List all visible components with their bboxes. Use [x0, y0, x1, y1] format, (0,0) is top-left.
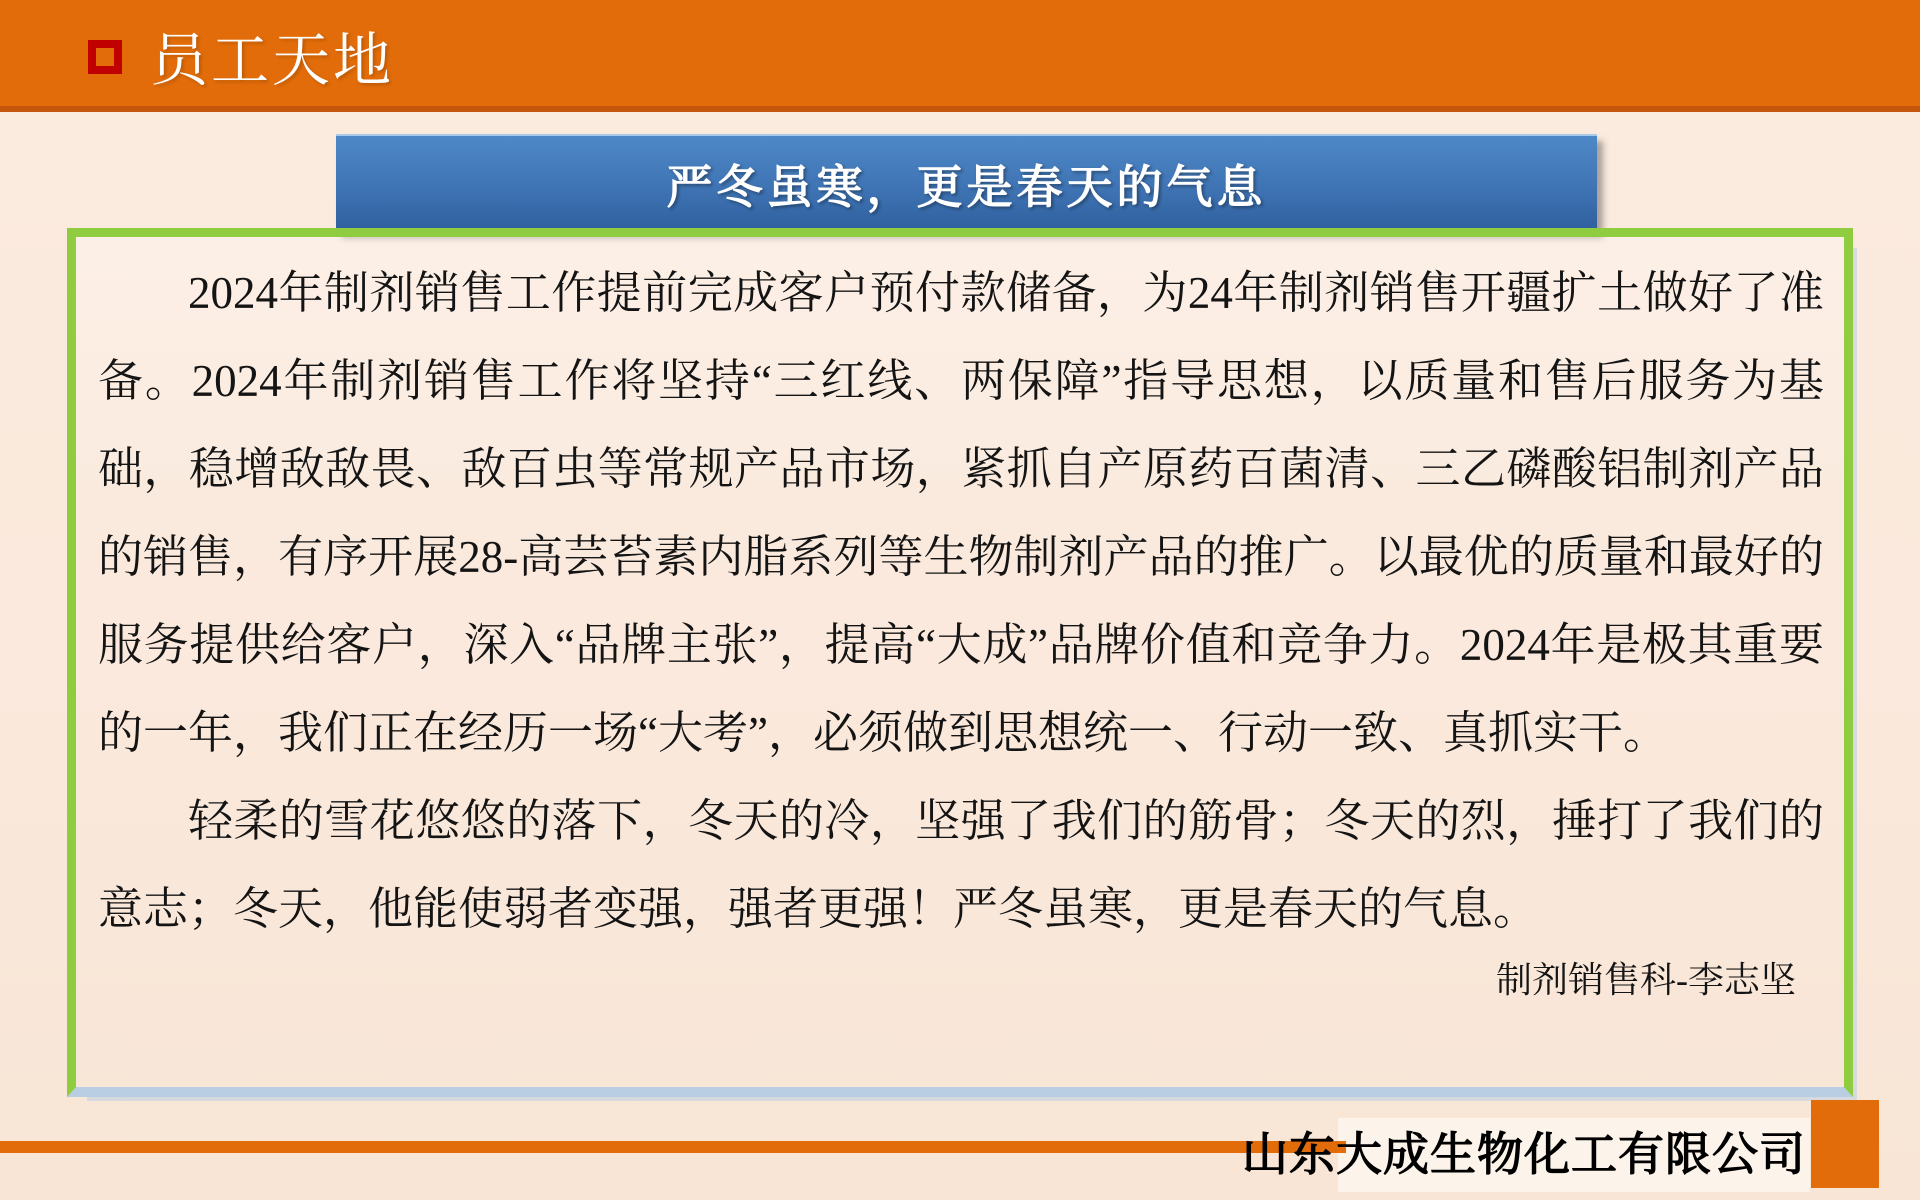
page-title: 员工天地 — [150, 28, 395, 93]
red-square-bullet-icon — [88, 40, 122, 74]
header-bar — [0, 0, 1920, 112]
article-body — [98, 249, 1824, 953]
article-paragraph-1: 2024年制剂销售工作提前完成客户预付款储备，为24年制剂销售开疆扩土做好了准备。2024年制剂销售工作将坚持“三红线、两保障”指导思想，以质量和售后服务为基础，稳增敌敌畏、敌百虫等常规产品市场，紧抓自产原药百菌清、三乙磷酸铝制剂产品的销售，有序开展28-高芸苔素内脂系列等生物制剂产品的推广。以最优的质量和最好的服务提供给客户，深入“品牌主张”，提高“大成”品牌价值和竞争力。2024年是极其重要的一年，我们正在经历一场“大考”，必须做到思想统一、行动一致、真抓实干。 — [98, 268, 1824, 758]
article-signature: 制剂销售科-李志坚 — [1496, 960, 1796, 1000]
article-box — [67, 228, 1853, 1097]
company-name: 山东大成生物化工有限公司 — [1242, 1128, 1806, 1180]
section-title-banner — [336, 134, 1597, 231]
article-paragraph-2: 轻柔的雪花悠悠的落下，冬天的冷，坚强了我们的筋骨；冬天的烈，捶打了我们的意志；冬天，他能使弱者变强，强者更强！严冬虽寒，更是春天的气息。 — [98, 796, 1824, 934]
banner-title: 严冬虽寒，更是春天的气息 — [666, 160, 1267, 213]
footer-orange-square — [1811, 1100, 1879, 1188]
